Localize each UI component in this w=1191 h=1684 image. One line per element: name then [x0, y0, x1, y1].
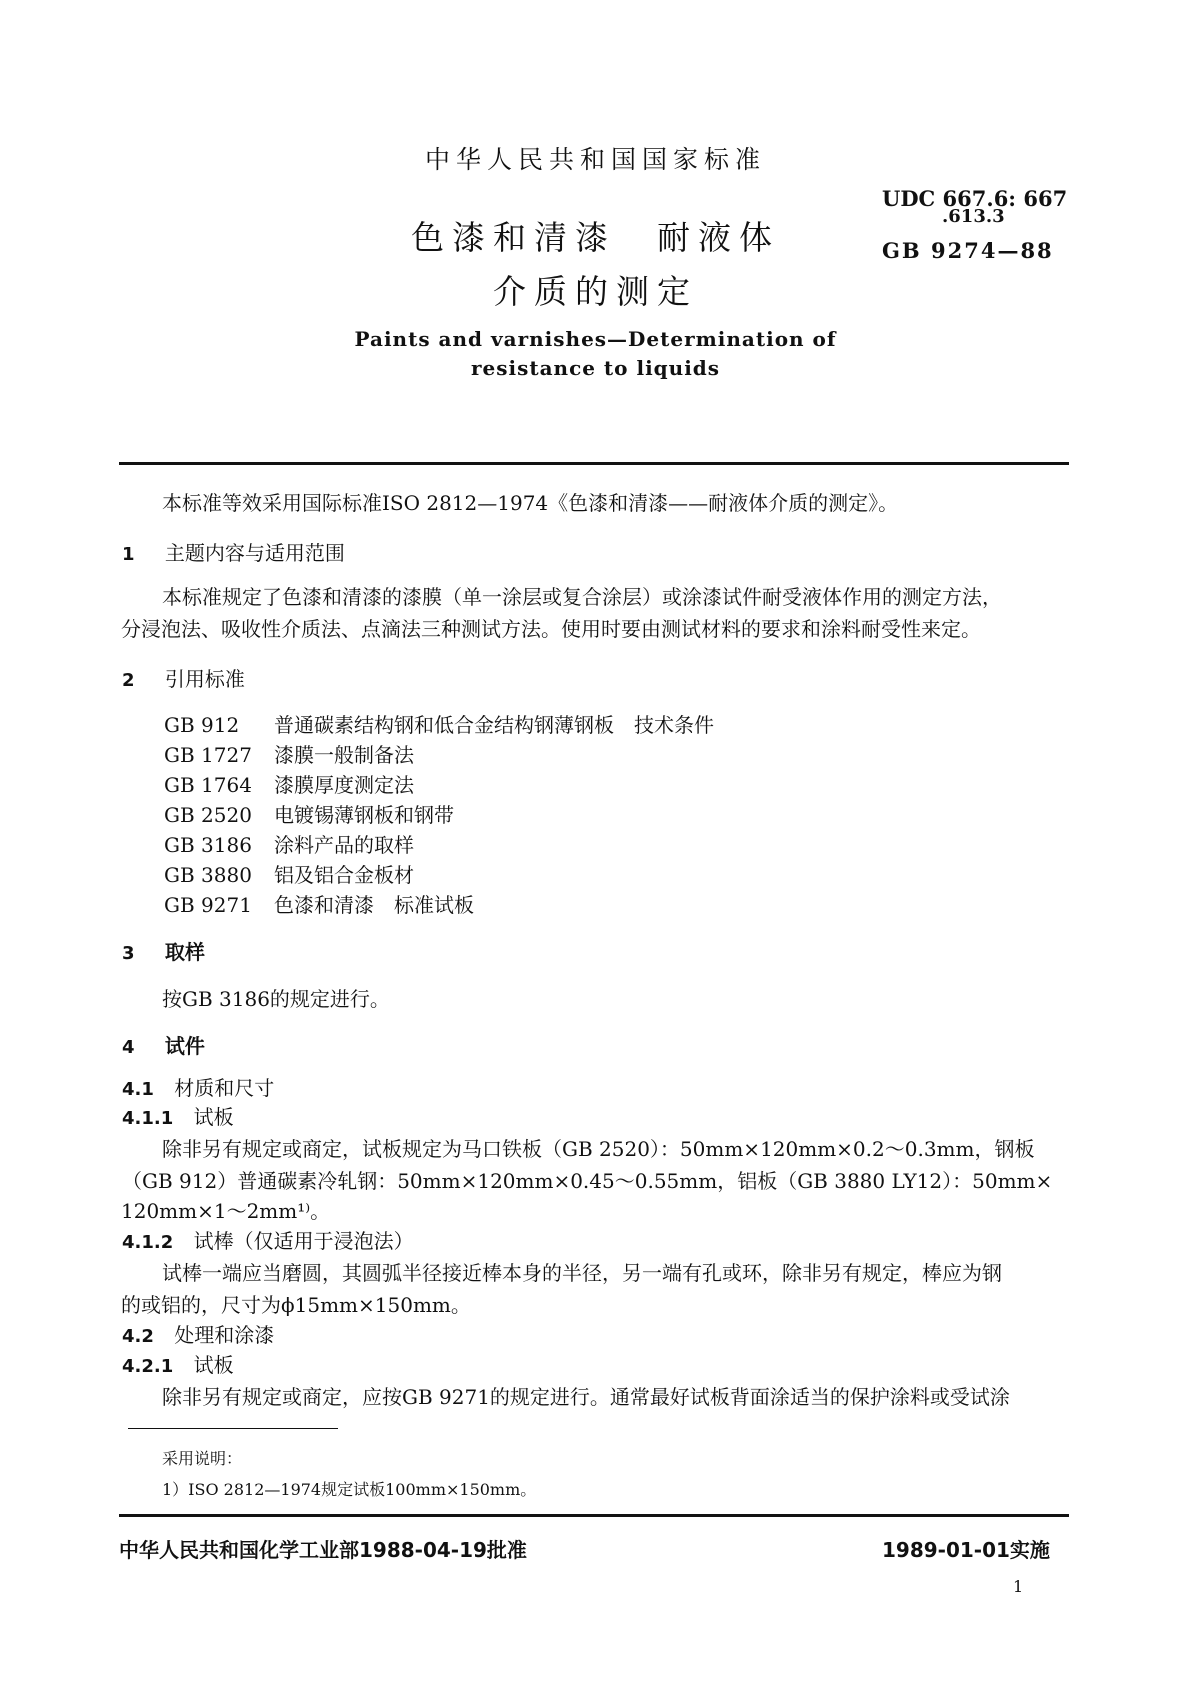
reference-item — [164, 770, 414, 800]
section-4-1-heading — [122, 1073, 274, 1105]
footnote-label: 采用说明： — [162, 1449, 243, 1468]
reference-item — [164, 830, 414, 860]
footnote-item: 1）ISO 2812—1974规定试板100mm×150mm。 — [162, 1480, 537, 1499]
section-number: 3 — [122, 943, 135, 964]
reference-name: 铝及铝合金板材 — [274, 863, 414, 887]
header-divider — [119, 462, 1069, 465]
reference-name: 普通碳素结构钢和低合金结构钢薄钢板 技术条件 — [274, 713, 714, 737]
section-title: 试板 — [193, 1353, 234, 1377]
reference-item — [164, 860, 414, 890]
footer-divider — [119, 1514, 1069, 1517]
reference-name: 电镀锡薄钢板和钢带 — [274, 803, 454, 827]
section-1-text-line2: 分浸泡法、吸收性介质法、点滴法三种测试方法。使用时要由测试材料的要求和涂料耐受性来定。 — [121, 617, 981, 641]
doc-title-line2: 介质的测定 — [493, 272, 698, 311]
reference-name: 涂料产品的取样 — [274, 833, 414, 857]
approval-date: 中华人民共和国化学工业部1988-04-19批准 — [119, 1538, 527, 1562]
reference-item — [164, 890, 474, 920]
section-4-1-2-heading — [122, 1226, 414, 1258]
section-1-heading — [122, 538, 345, 570]
section-title: 处理和涂漆 — [174, 1323, 275, 1347]
reference-code: GB 3186 — [164, 833, 252, 857]
section-number: 4.1.2 — [122, 1232, 174, 1253]
reference-code: GB 2520 — [164, 803, 252, 827]
section-title: 试件 — [164, 1034, 205, 1058]
section-4-2-heading — [122, 1320, 274, 1352]
effective-date: 1989-01-01实施 — [882, 1538, 1050, 1562]
section-4-2-1-text-line1: 除非另有规定或商定，应按GB 9271的规定进行。通常最好试板背面涂适当的保护涂料或受试涂 — [162, 1385, 1010, 1409]
reference-name: 漆膜一般制备法 — [274, 743, 414, 767]
udc-code-line1: UDC 667.6: 667 — [882, 186, 1068, 211]
intro-text: 本标准等效采用国际标准ISO 2812—1974《色漆和清漆——耐液体介质的测定》。 — [162, 491, 899, 515]
reference-item — [164, 710, 714, 740]
reference-code: GB 3880 — [164, 863, 252, 887]
section-4-1-1-text-line3: 120mm×1～2mm¹⁾。 — [121, 1199, 331, 1223]
reference-code: GB 1727 — [164, 743, 252, 767]
section-4-1-2-text-line2: 的或铝的，尺寸为ϕ15mm×150mm。 — [121, 1293, 471, 1317]
section-number: 4.2.1 — [122, 1356, 174, 1377]
section-title: 取样 — [164, 940, 205, 964]
section-3-text: 按GB 3186的规定进行。 — [162, 987, 390, 1011]
udc-code-line2: .613.3 — [942, 206, 1005, 227]
reference-name: 色漆和清漆 标准试板 — [274, 893, 474, 917]
section-3-heading — [122, 937, 205, 969]
doc-title-line1: 色漆和清漆 耐液体 — [411, 218, 780, 257]
section-4-1-1-text-line1: 除非另有规定或商定，试板规定为马口铁板（GB 2520）：50mm×120mm×0.2～0.3mm，钢板 — [162, 1137, 1035, 1161]
section-4-2-1-heading — [122, 1350, 234, 1382]
section-2-heading — [122, 664, 245, 696]
section-4-1-1-heading — [122, 1102, 234, 1134]
org-title: 中华人民共和国国家标准 — [424, 145, 766, 174]
reference-code: GB 9271 — [164, 893, 252, 917]
english-title-line2: resistance to liquids — [470, 356, 721, 380]
section-number: 1 — [122, 544, 135, 565]
section-4-1-2-text-line1: 试棒一端应当磨圆，其圆弧半径接近棒本身的半径，另一端有孔或环，除非另有规定，棒应为钢 — [162, 1261, 1002, 1285]
section-title: 引用标准 — [164, 667, 245, 691]
section-number: 4.1 — [122, 1079, 154, 1100]
section-title: 试棒（仅适用于浸泡法） — [193, 1229, 414, 1253]
section-4-heading — [122, 1031, 205, 1063]
section-title: 主题内容与适用范围 — [164, 541, 345, 565]
english-title-line1: Paints and varnishes—Determination of — [354, 327, 837, 351]
section-1-text-line1: 本标准规定了色漆和清漆的漆膜（单一涂层或复合涂层）或涂漆试件耐受液体作用的测定方法， — [162, 585, 1002, 609]
section-title: 试板 — [193, 1105, 234, 1129]
reference-code: GB 1764 — [164, 773, 252, 797]
gb-code: GB 9274—88 — [882, 238, 1054, 263]
page-number: 1 — [1013, 1577, 1024, 1596]
section-number: 4.2 — [122, 1326, 154, 1347]
reference-name: 漆膜厚度测定法 — [274, 773, 414, 797]
section-title: 材质和尺寸 — [174, 1076, 275, 1100]
section-4-1-1-text-line2: （GB 912）普通碳素冷轧钢：50mm×120mm×0.45～0.55mm，铝板（GB 3880 LY12）：50mm× — [122, 1169, 1053, 1193]
reference-item — [164, 740, 414, 770]
section-number: 4 — [122, 1037, 135, 1058]
footnote-divider — [128, 1428, 338, 1429]
reference-item — [164, 800, 454, 830]
section-number: 2 — [122, 670, 135, 691]
reference-code: GB 912 — [164, 713, 240, 737]
section-number: 4.1.1 — [122, 1108, 174, 1129]
